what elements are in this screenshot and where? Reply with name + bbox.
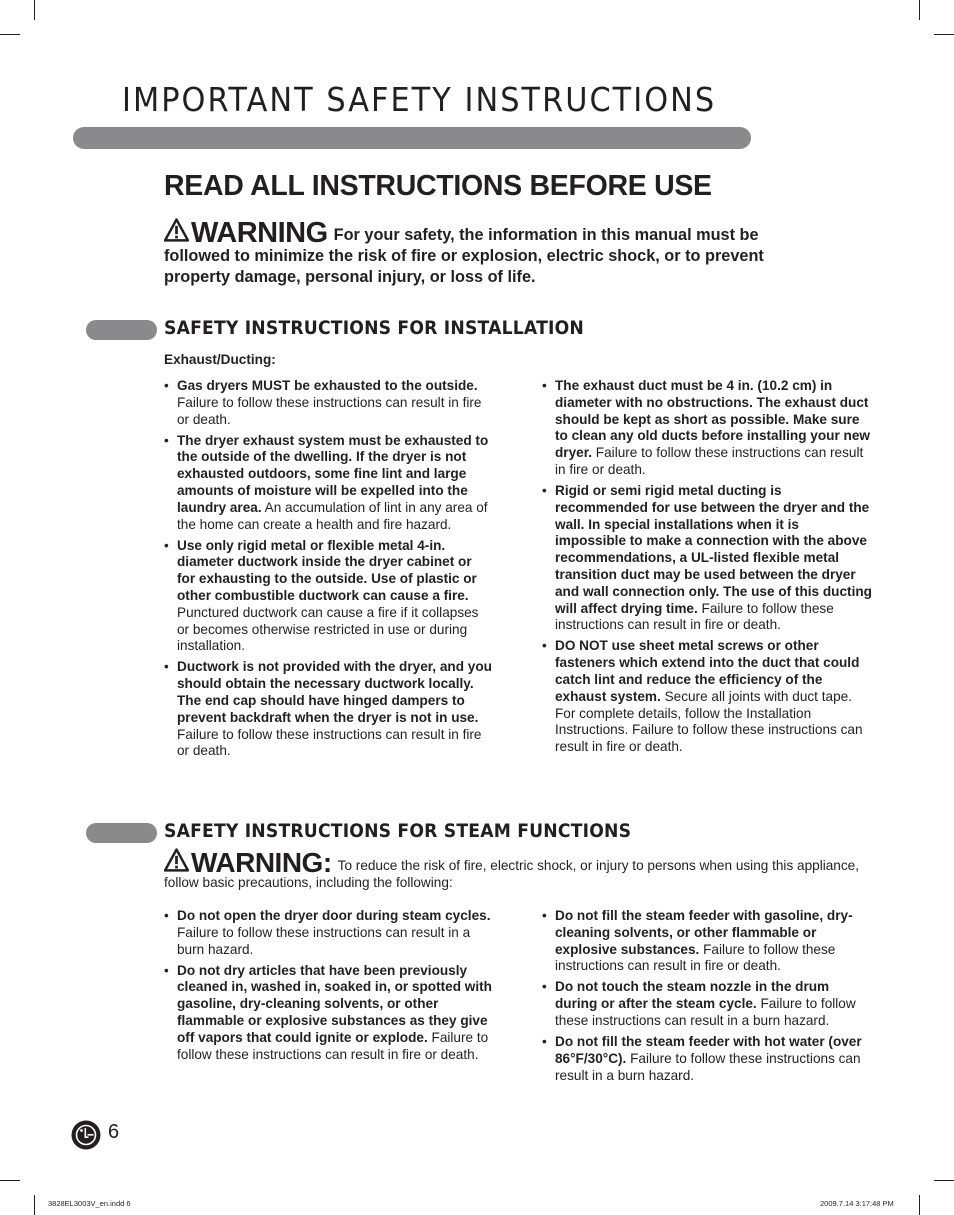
installation-list-left [164, 378, 492, 764]
main-heading: READ ALL INSTRUCTIONS BEFORE USE [164, 170, 712, 202]
section-pill [86, 320, 157, 340]
list-item: • Use only rigid metal or flexible metal 4-in. diameter ductwork inside the dryer cabinet or for exhausting to the outside. Use of plastic or other combustible ductwork can cause a fire. Punctured ductwork can cause a fire if it collapses or becomes otherwise restricted in use or during installation. [164, 538, 492, 656]
list-item: • The exhaust duct must be 4 in. (10.2 cm) in diameter with no obstructions. The exhaust duct should be kept as short as possible. Make sure to clean any old ducts before installing your new dryer. Failure to follow these instructions can result in fire or death. [542, 378, 872, 479]
steam-warning-text: To reduce the risk of fire, electric shock, or injury to persons when using this appliance, follow basic precautions, including the following: [164, 858, 860, 890]
steam-heading: SAFETY INSTRUCTIONS FOR STEAM FUNCTIONS [164, 821, 632, 842]
page-number: 6 [108, 1121, 120, 1143]
steam-list-right [542, 908, 868, 1089]
section-pill [86, 823, 157, 843]
list-item: • Gas dryers MUST be exhausted to the outside. Failure to follow these instructions can result in fire or death. [164, 378, 492, 428]
title-bar [73, 127, 751, 149]
list-item: • Ductwork is not provided with the dryer, and you should obtain the necessary ductwork locally. The end cap should have hinged dampers to prevent backdraft when the dryer is not in use. Failure to follow these instructions can result in fire or death. [164, 659, 492, 760]
steam-warning-block [164, 848, 864, 891]
list-item: • The dryer exhaust system must be exhausted to the outside of the dwelling. If the dryer is not exhausted outdoors, some fine lint and large amounts of moisture will be expelled into the laundry area. An accumulation of lint in any area of the home can create a health and fire hazard. [164, 433, 492, 534]
footer-file-name: 3828EL3003V_en.indd 6 [48, 1199, 131, 1208]
crop-mark [0, 34, 20, 35]
crop-mark [919, 0, 920, 20]
steam-list-left [164, 908, 492, 1068]
exhaust-subheading: Exhaust/Ducting: [164, 352, 276, 367]
crop-mark [919, 1195, 920, 1215]
crop-mark [934, 34, 954, 35]
warning-label: WARNING [191, 217, 328, 249]
crop-mark [34, 0, 35, 20]
footer-timestamp: 2009.7.14 3:17:48 PM [820, 1199, 894, 1208]
lg-logo-icon [71, 1120, 101, 1150]
steam-warning-label: WARNING: [191, 847, 332, 878]
installation-list-right [542, 378, 872, 760]
crop-mark [0, 1180, 20, 1181]
list-item: • Do not fill the steam feeder with gasoline, dry-cleaning solvents, or other flammable or explosive substances. Failure to follow these instructions can result in fire or death. [542, 908, 868, 975]
list-item: • Do not fill the steam feeder with hot water (over 86°F/30°C). Failure to follow these instructions can result in a burn hazard. [542, 1034, 868, 1084]
list-item: • Do not open the dryer door during steam cycles. Failure to follow these instructions can result in a burn hazard. [164, 908, 492, 958]
list-item: • Do not touch the steam nozzle in the drum during or after the steam cycle. Failure to follow these instructions can result in a burn hazard. [542, 979, 868, 1029]
list-item: • Do not dry articles that have been previously cleaned in, washed in, soaked in, or spotted with gasoline, dry-cleaning solvents, or other flammable or explosive substances as they give off vapors that could ignite or explode. Failure to follow these instructions can result in fire or death. [164, 963, 492, 1064]
warning-icon [164, 218, 189, 242]
list-item: • Rigid or semi rigid metal ducting is recommended for use between the dryer and the wall. In special installations when it is impossible to make a connection with the above recommendations, a UL-listed flexible metal transition duct may be used between the dryer and wall connection only. The use of this ducting will affect drying time. Failure to follow these instructions can result in fire or death. [542, 483, 872, 634]
warning-icon [164, 848, 189, 872]
list-item: • DO NOT use sheet metal screws or other fasteners which extend into the duct that could catch lint and reduce the efficiency of the exhaust system. Secure all joints with duct tape. For complete details, follow the Installation Instructions. Failure to follow these instructions can result in fire or death. [542, 638, 872, 756]
installation-heading: SAFETY INSTRUCTIONS FOR INSTALLATION [164, 318, 585, 339]
warning-block [164, 218, 824, 288]
crop-mark [34, 1195, 35, 1215]
page-title: IMPORTANT SAFETY INSTRUCTIONS [122, 80, 717, 119]
crop-mark [934, 1180, 954, 1181]
warning-text: For your safety, the information in this manual must be followed to minimize the risk of fire or explosion, electric shock, or to prevent property damage, personal injury, or loss of life. [164, 226, 764, 286]
